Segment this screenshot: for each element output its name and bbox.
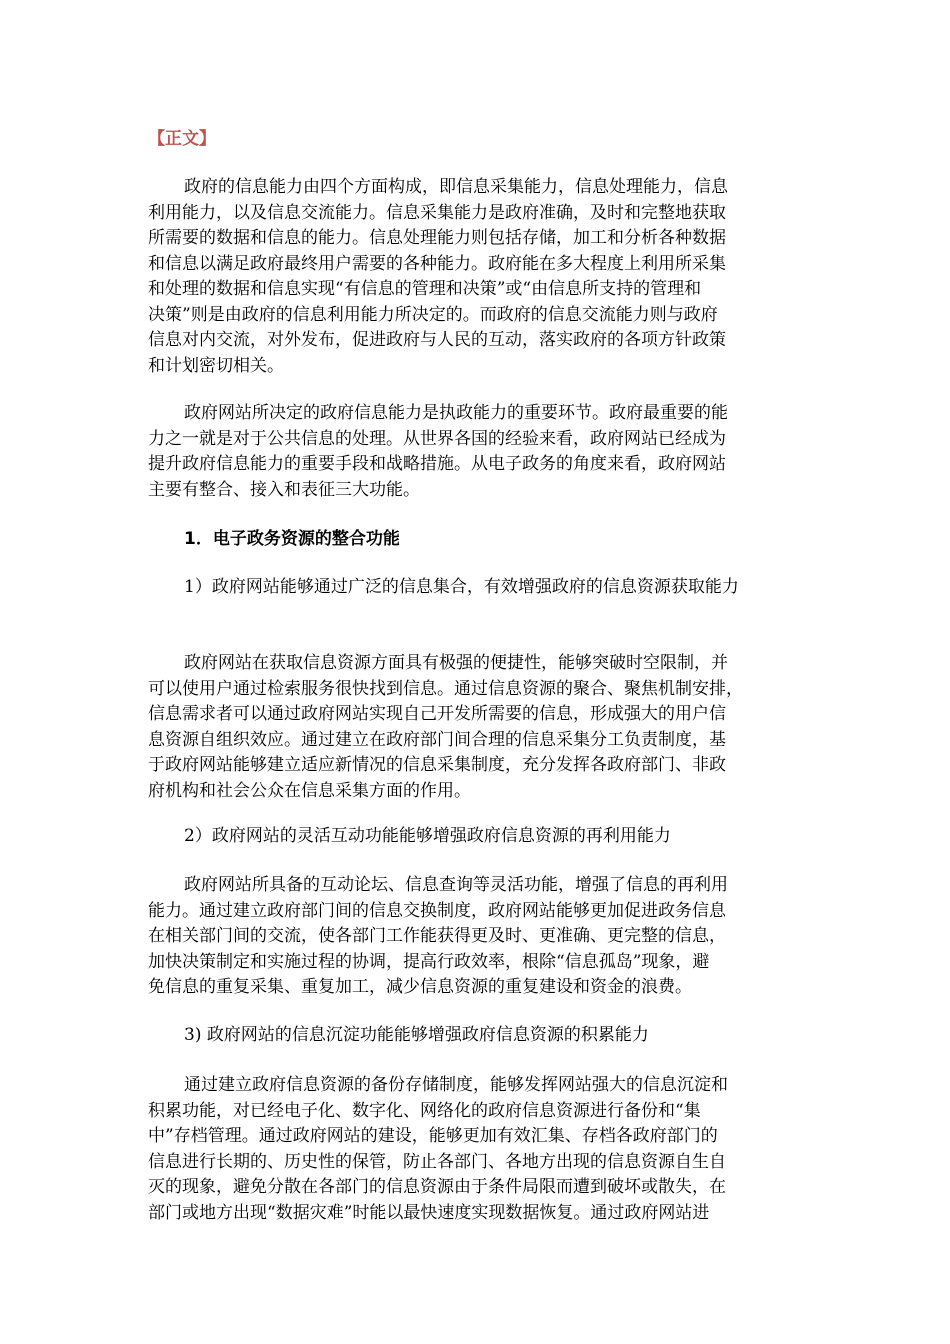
paragraph-9-line: 中”存档管理。通过政府网站的建设，能够更加有效汇集、存档各政府部门的 [148,1126,718,1146]
paragraph-9-line: 积累功能，对已经电子化、数字化、网络化的政府信息资源进行备份和“集 [148,1100,701,1121]
paragraph-7-line: 政府网站所具备的互动论坛、信息查询等灵活功能，增强了信息的再利用 [184,875,728,895]
paragraph-2-line: 政府网站所决定的政府信息能力是执政能力的重要环节。政府最重要的能 [184,403,728,423]
paragraph-9-line: 信息进行长期的、历史性的保管，防止各部门、各地方出现的信息资源自生自 [148,1151,726,1172]
paragraph-8-line: 3) 政府网站的信息沉淀功能能够增强政府信息资源的积累能力 [184,1025,649,1045]
paragraph-2-line: 主要有整合、接入和表征三大功能。 [148,479,420,500]
paragraph-5-line: 息资源自组织效应。通过建立在政府部门间合理的信息采集分工负责制度，基 [148,729,726,750]
paragraph-1-line: 决策”则是由政府的信息利用能力所决定的。而政府的信息交流能力则与政府 [148,304,718,325]
paragraph-9-line: 灭的现象，避免分散在各部门的信息资源由于条件局限而遭到破坏或散失，在 [148,1177,726,1197]
paragraph-5-line: 可以使用户通过检索服务很快找到信息。通过信息资源的聚合、聚焦机制安排， [148,678,743,699]
paragraph-5-line: 府机构和社会公众在信息采集方面的作用。 [148,780,471,801]
paragraph-6-line: 2）政府网站的灵活互动功能能够增强政府信息资源的再利用能力 [184,826,671,846]
paragraph-4-line: 1）政府网站能够通过广泛的信息集合，有效增强政府的信息资源获取能力 [184,577,739,597]
paragraph-7-line: 免信息的重复采集、重复加工，减少信息资源的重复建设和资金的浪费。 [148,977,692,997]
paragraph-2-line: 力之一就是对于公共信息的处理。从世界各国的经验来看，政府网站已经成为 [148,428,726,449]
paragraph-7-line: 在相关部门间的交流，使各部门工作能获得更及时、更准确、更完整的信息， [148,926,726,946]
paragraph-7-line: 能力。通过建立政府部门间的信息交换制度，政府网站能够更加促进政务信息 [148,900,726,921]
paragraph-1-line: 所需要的数据和信息的能力。信息处理能力则包括存储，加工和分析各种数据 [148,228,726,248]
paragraph-2-line: 提升政府信息能力的重要手段和战略措施。从电子政务的角度来看，政府网站 [148,454,726,474]
section-heading: 【正文】 [148,129,216,149]
paragraph-3-line: 1．电子政务资源的整合功能 [184,529,400,549]
paragraph-1-line: 和处理的数据和信息实现“有信息的管理和决策”或“由信息所支持的管理和 [148,279,702,299]
paragraph-1-line: 和计划密切相关。 [148,355,284,376]
paragraph-1-line: 信息对内交流，对外发布，促进政府与人民的互动，落实政府的各项方针政策 [148,330,726,350]
paragraph-5-line: 政府网站在获取信息资源方面具有极强的便捷性，能够突破时空限制，并 [184,653,728,673]
paragraph-9-line: 部门或地方出现“数据灾难”时能以最快速度实现数据恢复。通过政府网站进 [148,1202,710,1223]
paragraph-7-line: 加快决策制定和实施过程的协调，提高行政效率，根除“信息孤岛”现象，避 [148,951,710,972]
paragraph-5-line: 于政府网站能够建立适应新情况的信息采集制度，充分发挥各政府部门、非政 [148,755,726,775]
paragraph-1-line: 和信息以满足政府最终用户需要的各种能力。政府能在多大程度上利用所采集 [148,253,726,274]
paragraph-9-line: 通过建立政府信息资源的备份存储制度，能够发挥网站强大的信息沉淀和 [184,1075,728,1095]
paragraph-5-line: 信息需求者可以通过政府网站实现自己开发所需要的信息，形成强大的用户信 [148,704,726,724]
paragraph-1-line: 利用能力，以及信息交流能力。信息采集能力是政府准确，及时和完整地获取 [148,202,726,223]
paragraph-1-line: 政府的信息能力由四个方面构成，即信息采集能力，信息处理能力，信息 [184,177,728,197]
